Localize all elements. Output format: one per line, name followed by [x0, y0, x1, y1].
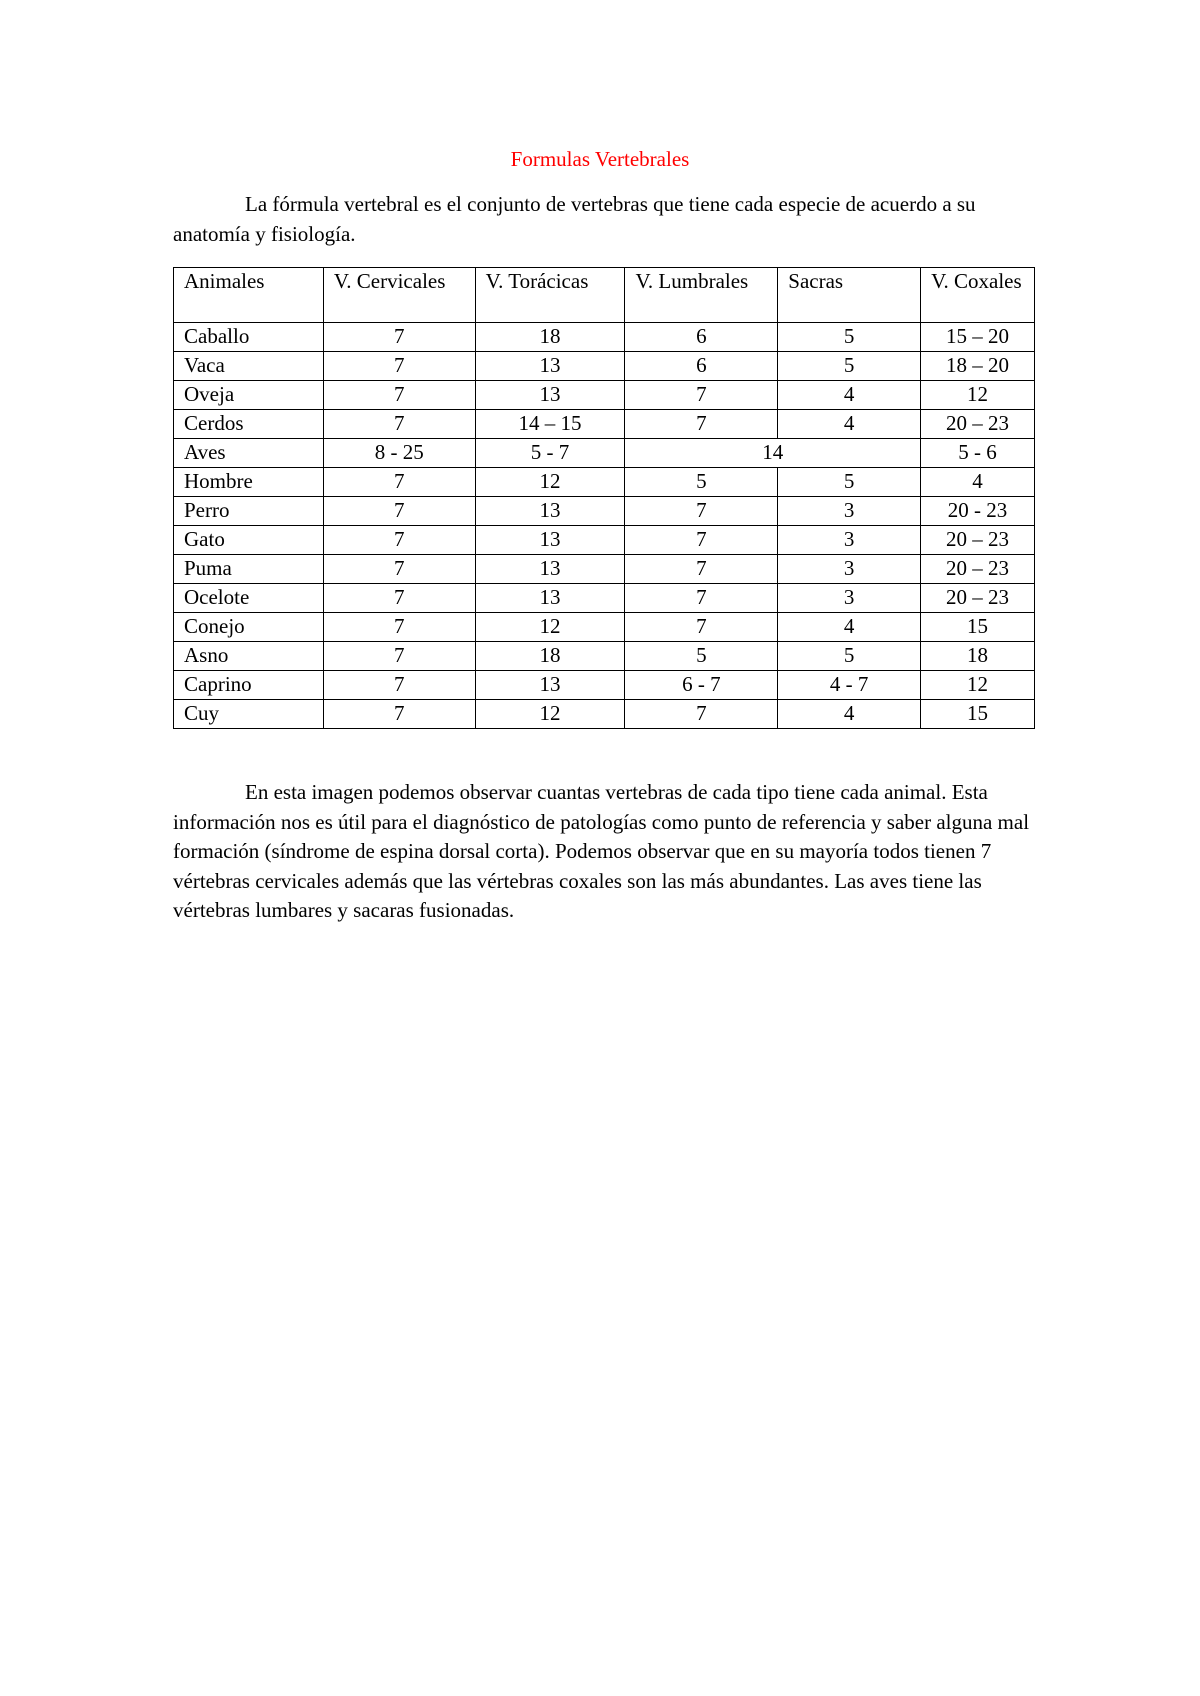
cell-sacras: 4 [778, 613, 921, 642]
cell-cervicales: 7 [323, 555, 475, 584]
page-title: Formulas Vertebrales [510, 147, 690, 171]
cell-sacras: 3 [778, 526, 921, 555]
cell-cervicales: 7 [323, 700, 475, 729]
cell-sacras: 4 [778, 381, 921, 410]
conclusion-paragraph: En esta imagen podemos observar cuantas vertebras de cada tipo tiene cada animal. Esta información nos es útil para el diagnóstico de patologías como punto de referencia y saber alguna mal formación (síndrome de espina dorsal corta). Podemos observar que en su mayoría todos tienen 7 vértebras cervicales además que las vértebras coxales son las más abundantes. Las aves tiene las vértebras lumbares y sacaras fusionadas. [173, 780, 1030, 922]
cell-lumbrales: 7 [625, 613, 778, 642]
cell-coxales: 20 – 23 [921, 584, 1035, 613]
cell-cervicales: 7 [323, 468, 475, 497]
cell-lumbrales: 7 [625, 555, 778, 584]
vertebral-formula-table [173, 267, 1035, 729]
cell-animal: Cuy [174, 700, 324, 729]
cell-lumbrales: 7 [625, 381, 778, 410]
cell-coxales: 12 [921, 381, 1035, 410]
cell-animal: Puma [174, 555, 324, 584]
cell-lumbrales: 6 - 7 [625, 671, 778, 700]
cell-animal: Cerdos [174, 410, 324, 439]
cell-animal: Vaca [174, 352, 324, 381]
cell-lumbrales: 7 [625, 700, 778, 729]
header-toracicas: V. Torácicas [475, 268, 625, 323]
table-row [174, 555, 1035, 584]
header-lumbrales: V. Lumbrales [625, 268, 778, 323]
cell-cervicales: 7 [323, 323, 475, 352]
cell-lumbrales: 7 [625, 410, 778, 439]
cell-coxales: 5 - 6 [921, 439, 1035, 468]
cell-lumbrales: 7 [625, 584, 778, 613]
cell-toracicas: 5 - 7 [475, 439, 625, 468]
cell-toracicas: 18 [475, 642, 625, 671]
cell-sacras: 4 - 7 [778, 671, 921, 700]
cell-toracicas: 13 [475, 381, 625, 410]
cell-lumbrales: 6 [625, 323, 778, 352]
table-row [174, 352, 1035, 381]
cell-coxales: 15 [921, 700, 1035, 729]
table-header-row [174, 268, 1035, 323]
cell-toracicas: 13 [475, 352, 625, 381]
cell-coxales: 12 [921, 671, 1035, 700]
cell-sacras: 3 [778, 584, 921, 613]
cell-coxales: 4 [921, 468, 1035, 497]
table-row [174, 642, 1035, 671]
cell-animal: Conejo [174, 613, 324, 642]
cell-lumbrales: 7 [625, 526, 778, 555]
table-row [174, 381, 1035, 410]
cell-toracicas: 13 [475, 671, 625, 700]
cell-animal: Ocelote [174, 584, 324, 613]
table-row [174, 700, 1035, 729]
cell-cervicales: 7 [323, 642, 475, 671]
cell-toracicas: 13 [475, 584, 625, 613]
cell-cervicales: 7 [323, 584, 475, 613]
cell-sacras: 5 [778, 468, 921, 497]
cell-animal: Asno [174, 642, 324, 671]
cell-lumbrales: 5 [625, 642, 778, 671]
cell-lumbrales: 7 [625, 497, 778, 526]
cell-cervicales: 7 [323, 526, 475, 555]
intro-paragraph: La fórmula vertebral es el conjunto de vertebras que tiene cada especie de acuerdo a su anatomía y fisiología. [173, 192, 976, 246]
cell-sacras: 5 [778, 642, 921, 671]
cell-toracicas: 12 [475, 468, 625, 497]
cell-coxales: 18 – 20 [921, 352, 1035, 381]
cell-toracicas: 12 [475, 700, 625, 729]
cell-coxales: 20 – 23 [921, 526, 1035, 555]
cell-sacras: 4 [778, 410, 921, 439]
cell-coxales: 20 - 23 [921, 497, 1035, 526]
cell-cervicales: 7 [323, 671, 475, 700]
table-row [174, 671, 1035, 700]
table-row [174, 497, 1035, 526]
cell-coxales: 20 – 23 [921, 410, 1035, 439]
cell-cervicales: 7 [323, 410, 475, 439]
cell-animal: Perro [174, 497, 324, 526]
cell-sacras: 5 [778, 352, 921, 381]
header-sacras: Sacras [778, 268, 921, 323]
cell-sacras: 4 [778, 700, 921, 729]
cell-lumbrales: 5 [625, 468, 778, 497]
cell-toracicas: 13 [475, 526, 625, 555]
header-animales: Animales [174, 268, 324, 323]
cell-animal: Caprino [174, 671, 324, 700]
cell-cervicales: 8 - 25 [323, 439, 475, 468]
table-row [174, 526, 1035, 555]
cell-cervicales: 7 [323, 381, 475, 410]
cell-toracicas: 18 [475, 323, 625, 352]
cell-animal: Oveja [174, 381, 324, 410]
cell-toracicas: 14 – 15 [475, 410, 625, 439]
header-cervicales: V. Cervicales [323, 268, 475, 323]
cell-lumbosacras-merged: 14 [625, 439, 921, 468]
cell-toracicas: 12 [475, 613, 625, 642]
cell-animal: Aves [174, 439, 324, 468]
table-row [174, 323, 1035, 352]
cell-coxales: 15 – 20 [921, 323, 1035, 352]
cell-lumbrales: 6 [625, 352, 778, 381]
cell-cervicales: 7 [323, 352, 475, 381]
cell-toracicas: 13 [475, 497, 625, 526]
table-row [174, 613, 1035, 642]
header-coxales: V. Coxales [921, 268, 1035, 323]
cell-toracicas: 13 [475, 555, 625, 584]
table-row [174, 439, 1035, 468]
table-row [174, 584, 1035, 613]
cell-animal: Hombre [174, 468, 324, 497]
cell-animal: Gato [174, 526, 324, 555]
cell-sacras: 3 [778, 497, 921, 526]
cell-sacras: 5 [778, 323, 921, 352]
cell-coxales: 15 [921, 613, 1035, 642]
cell-cervicales: 7 [323, 613, 475, 642]
table-row [174, 468, 1035, 497]
cell-animal: Caballo [174, 323, 324, 352]
table-row [174, 410, 1035, 439]
table-body [174, 323, 1035, 729]
cell-cervicales: 7 [323, 497, 475, 526]
cell-sacras: 3 [778, 555, 921, 584]
cell-coxales: 20 – 23 [921, 555, 1035, 584]
cell-coxales: 18 [921, 642, 1035, 671]
